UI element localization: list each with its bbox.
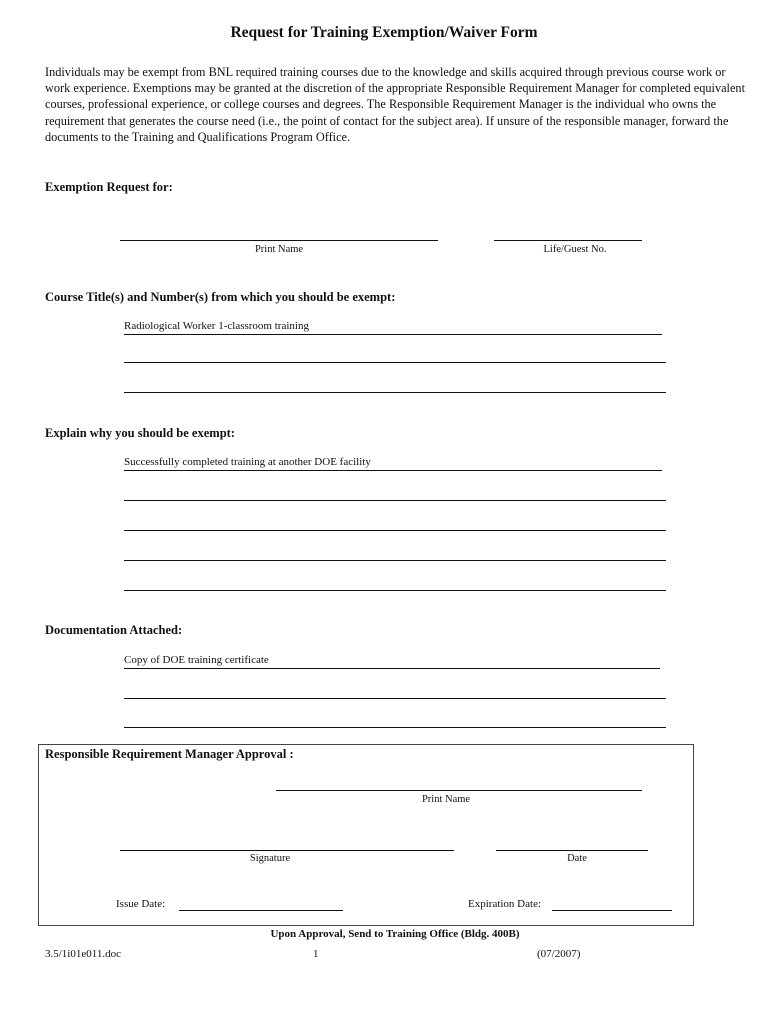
- courses-heading: Course Title(s) and Number(s) from which you should be exempt:: [45, 290, 396, 304]
- intro-paragraph: Individuals may be exempt from BNL required training courses due to the knowledge and skills acquired through previous course work or work experience. Exemptions may be granted at the discretion of the appropriate Responsible Requirement Manager for completed equivalent courses, professional experience, or college courses and degrees. The Responsible Requirement Manager is the individual who owns the requirement that generates the course need (i.e., the point of contact for the subject area). If unsure of the responsible manager, forward the documents to the Training and Qualifications Program Office.: [45, 65, 745, 144]
- date-caption: Date: [567, 853, 587, 864]
- signature-caption: Signature: [249, 853, 291, 864]
- expiration-date-label: Expiration Date:: [468, 898, 542, 910]
- print-name-caption: Print Name: [254, 244, 304, 255]
- explain-line-2[interactable]: [124, 500, 666, 501]
- send-note: Upon Approval, Send to Training Office (Bldg. 400B): [270, 928, 520, 940]
- issue-date-line[interactable]: [179, 910, 343, 911]
- date-line[interactable]: [496, 850, 648, 851]
- expiration-date-line[interactable]: [552, 910, 672, 911]
- explain-entry: Successfully completed training at another DOE facility: [124, 456, 371, 468]
- explain-line-1[interactable]: [124, 470, 662, 471]
- issue-date-label: Issue Date:: [116, 898, 166, 910]
- explain-line-4[interactable]: [124, 560, 666, 561]
- revision-date: (07/2007): [537, 948, 581, 960]
- print-name-line[interactable]: [120, 240, 438, 241]
- manager-print-name-line[interactable]: [276, 790, 642, 791]
- approval-heading: Responsible Requirement Manager Approval :: [45, 747, 294, 761]
- documentation-line-2[interactable]: [124, 698, 666, 699]
- course-entry: Radiological Worker 1-classroom training: [124, 320, 309, 332]
- explain-line-3[interactable]: [124, 530, 666, 531]
- explain-heading: Explain why you should be exempt:: [45, 426, 235, 440]
- document-id: 3.5/1i01e011.doc: [45, 948, 121, 960]
- documentation-heading: Documentation Attached:: [45, 623, 183, 637]
- exemption-heading: Exemption Request for:: [45, 180, 173, 194]
- page-number: 1: [313, 948, 319, 960]
- documentation-line-1[interactable]: [124, 668, 660, 669]
- life-guest-number-caption: Life/Guest No.: [543, 244, 607, 255]
- documentation-line-3[interactable]: [124, 727, 666, 728]
- course-line-3[interactable]: [124, 392, 666, 393]
- form-title: Request for Training Exemption/Waiver Form: [230, 24, 538, 41]
- explain-line-5[interactable]: [124, 590, 666, 591]
- documentation-entry: Copy of DOE training certificate: [124, 654, 269, 666]
- course-line-2[interactable]: [124, 362, 666, 363]
- course-line-1[interactable]: [124, 334, 662, 335]
- signature-line[interactable]: [120, 850, 454, 851]
- manager-print-name-caption: Print Name: [421, 794, 471, 805]
- life-guest-number-line[interactable]: [494, 240, 642, 241]
